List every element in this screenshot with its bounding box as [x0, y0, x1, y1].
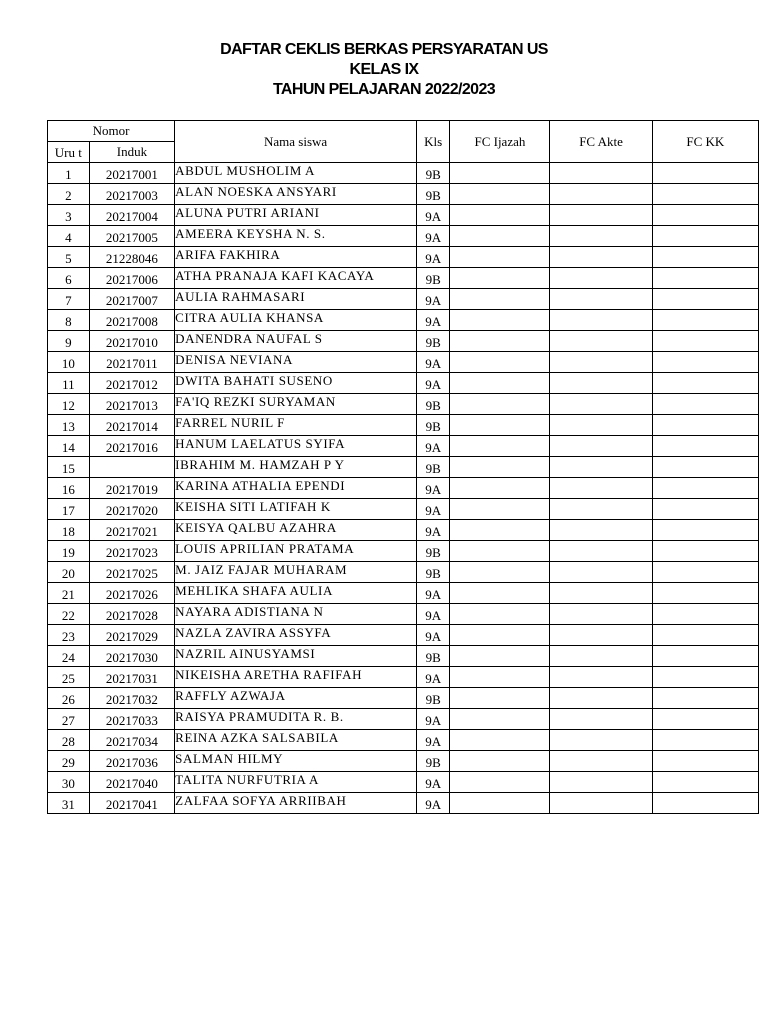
checkbox-fc-ijazah[interactable]	[450, 646, 550, 667]
cell-no-urut: 11	[48, 373, 90, 394]
cell-nama-siswa: REINA AZKA SALSABILA	[175, 730, 417, 751]
checkbox-fc-ijazah[interactable]	[450, 772, 550, 793]
checkbox-fc-ijazah[interactable]	[450, 184, 550, 205]
checkbox-fc-kk[interactable]	[652, 289, 758, 310]
checkbox-fc-ijazah[interactable]	[450, 352, 550, 373]
cell-no-urut: 14	[48, 436, 90, 457]
cell-nama-siswa: DWITA BAHATI SUSENO	[175, 373, 417, 394]
cell-no-urut: 16	[48, 478, 90, 499]
cell-induk: 20217023	[89, 541, 174, 562]
cell-nama-siswa: FA'IQ REZKI SURYAMAN	[175, 394, 417, 415]
cell-induk: 20217006	[89, 268, 174, 289]
cell-induk: 20217032	[89, 688, 174, 709]
table-row	[48, 457, 759, 478]
table-row	[48, 730, 759, 751]
cell-nama-siswa: ATHA PRANAJA KAFI KACAYA	[175, 268, 417, 289]
checklist-table	[47, 120, 759, 814]
cell-no-urut: 25	[48, 667, 90, 688]
checkbox-fc-akte[interactable]	[550, 688, 652, 709]
cell-no-urut: 30	[48, 772, 90, 793]
checkbox-fc-akte[interactable]	[550, 730, 652, 751]
table-row	[48, 163, 759, 184]
table-row	[48, 625, 759, 646]
header-fc-ijazah: FC Ijazah	[450, 121, 550, 163]
checkbox-fc-kk[interactable]	[652, 457, 758, 478]
cell-nama-siswa: ALAN NOESKA ANSYARI	[175, 184, 417, 205]
checkbox-fc-kk[interactable]	[652, 394, 758, 415]
cell-kls: 9A	[417, 583, 450, 604]
checkbox-fc-kk[interactable]	[652, 184, 758, 205]
cell-nama-siswa: ABDUL MUSHOLIM A	[175, 163, 417, 184]
cell-nama-siswa: ARIFA FAKHIRA	[175, 247, 417, 268]
checkbox-fc-ijazah[interactable]	[450, 541, 550, 562]
cell-nama-siswa: SALMAN HILMY	[175, 751, 417, 772]
checkbox-fc-ijazah[interactable]	[450, 520, 550, 541]
checkbox-fc-akte[interactable]	[550, 163, 652, 184]
checkbox-fc-ijazah[interactable]	[450, 562, 550, 583]
cell-nama-siswa: IBRAHIM M. HAMZAH P Y	[175, 457, 417, 478]
checkbox-fc-kk[interactable]	[652, 541, 758, 562]
cell-induk: 20217001	[89, 163, 174, 184]
checkbox-fc-ijazah[interactable]	[450, 457, 550, 478]
checkbox-fc-akte[interactable]	[550, 310, 652, 331]
cell-no-urut: 12	[48, 394, 90, 415]
header-kls: Kls	[417, 121, 450, 163]
checkbox-fc-akte[interactable]	[550, 457, 652, 478]
table-row	[48, 331, 759, 352]
cell-kls: 9B	[417, 562, 450, 583]
table-row	[48, 205, 759, 226]
cell-kls: 9A	[417, 667, 450, 688]
cell-no-urut: 17	[48, 499, 90, 520]
checkbox-fc-akte[interactable]	[550, 436, 652, 457]
cell-no-urut: 2	[48, 184, 90, 205]
cell-induk: 20217036	[89, 751, 174, 772]
cell-induk	[89, 457, 174, 478]
cell-nama-siswa: NAZLA ZAVIRA ASSYFA	[175, 625, 417, 646]
cell-nama-siswa: MEHLIKA SHAFA AULIA	[175, 583, 417, 604]
cell-nama-siswa: TALITA NURFUTRIA A	[175, 772, 417, 793]
cell-no-urut: 4	[48, 226, 90, 247]
cell-induk: 20217016	[89, 436, 174, 457]
checkbox-fc-kk[interactable]	[652, 205, 758, 226]
cell-no-urut: 1	[48, 163, 90, 184]
header-nomor: Nomor	[48, 121, 175, 142]
checkbox-fc-kk[interactable]	[652, 268, 758, 289]
cell-kls: 9B	[417, 457, 450, 478]
table-row	[48, 310, 759, 331]
checkbox-fc-ijazah[interactable]	[450, 247, 550, 268]
checkbox-fc-kk[interactable]	[652, 772, 758, 793]
cell-no-urut: 9	[48, 331, 90, 352]
cell-induk: 20217031	[89, 667, 174, 688]
header-fc-akte: FC Akte	[550, 121, 652, 163]
checkbox-fc-akte[interactable]	[550, 646, 652, 667]
checkbox-fc-ijazah[interactable]	[450, 205, 550, 226]
checkbox-fc-kk[interactable]	[652, 667, 758, 688]
checkbox-fc-akte[interactable]	[550, 604, 652, 625]
checkbox-fc-ijazah[interactable]	[450, 163, 550, 184]
checkbox-fc-akte[interactable]	[550, 331, 652, 352]
checkbox-fc-akte[interactable]	[550, 625, 652, 646]
cell-no-urut: 27	[48, 709, 90, 730]
cell-induk: 20217030	[89, 646, 174, 667]
checkbox-fc-ijazah[interactable]	[450, 793, 550, 814]
table-row	[48, 646, 759, 667]
cell-nama-siswa: CITRA AULIA KHANSA	[175, 310, 417, 331]
checkbox-fc-akte[interactable]	[550, 541, 652, 562]
cell-nama-siswa: NAZRIL AINUSYAMSI	[175, 646, 417, 667]
cell-kls: 9B	[417, 646, 450, 667]
table-row	[48, 289, 759, 310]
checkbox-fc-kk[interactable]	[652, 163, 758, 184]
checkbox-fc-ijazah[interactable]	[450, 415, 550, 436]
cell-no-urut: 21	[48, 583, 90, 604]
title-line-1: DAFTAR CEKLIS BERKAS PERSYARATAN US	[220, 41, 548, 58]
cell-induk: 20217021	[89, 520, 174, 541]
checkbox-fc-ijazah[interactable]	[450, 667, 550, 688]
cell-no-urut: 29	[48, 751, 90, 772]
checkbox-fc-ijazah[interactable]	[450, 436, 550, 457]
checkbox-fc-kk[interactable]	[652, 604, 758, 625]
checkbox-fc-akte[interactable]	[550, 184, 652, 205]
table-row	[48, 247, 759, 268]
checkbox-fc-kk[interactable]	[652, 751, 758, 772]
checkbox-fc-kk[interactable]	[652, 226, 758, 247]
checkbox-fc-akte[interactable]	[550, 352, 652, 373]
student-rows	[48, 163, 759, 814]
checkbox-fc-akte[interactable]	[550, 373, 652, 394]
checkbox-fc-ijazah[interactable]	[450, 478, 550, 499]
cell-no-urut: 10	[48, 352, 90, 373]
cell-no-urut: 23	[48, 625, 90, 646]
cell-kls: 9A	[417, 709, 450, 730]
cell-induk: 20217029	[89, 625, 174, 646]
table-row	[48, 772, 759, 793]
cell-kls: 9B	[417, 268, 450, 289]
cell-no-urut: 22	[48, 604, 90, 625]
cell-nama-siswa: ALUNA PUTRI ARIANI	[175, 205, 417, 226]
cell-kls: 9A	[417, 247, 450, 268]
cell-no-urut: 18	[48, 520, 90, 541]
cell-induk: 20217040	[89, 772, 174, 793]
cell-kls: 9A	[417, 793, 450, 814]
checkbox-fc-ijazah[interactable]	[450, 331, 550, 352]
checkbox-fc-akte[interactable]	[550, 562, 652, 583]
cell-induk: 20217004	[89, 205, 174, 226]
checkbox-fc-kk[interactable]	[652, 415, 758, 436]
header-fc-kk: FC KK	[652, 121, 758, 163]
cell-no-urut: 28	[48, 730, 90, 751]
checkbox-fc-ijazah[interactable]	[450, 709, 550, 730]
checkbox-fc-kk[interactable]	[652, 352, 758, 373]
header-nama-siswa: Nama siswa	[175, 121, 417, 163]
cell-kls: 9B	[417, 394, 450, 415]
checkbox-fc-akte[interactable]	[550, 205, 652, 226]
checkbox-fc-akte[interactable]	[550, 394, 652, 415]
checkbox-fc-akte[interactable]	[550, 793, 652, 814]
cell-induk: 20217012	[89, 373, 174, 394]
checkbox-fc-kk[interactable]	[652, 583, 758, 604]
cell-induk: 20217007	[89, 289, 174, 310]
cell-kls: 9A	[417, 499, 450, 520]
cell-kls: 9A	[417, 289, 450, 310]
table-row	[48, 373, 759, 394]
cell-nama-siswa: M. JAIZ FAJAR MUHARAM	[175, 562, 417, 583]
cell-no-urut: 5	[48, 247, 90, 268]
checkbox-fc-ijazah[interactable]	[450, 604, 550, 625]
cell-kls: 9A	[417, 772, 450, 793]
checkbox-fc-kk[interactable]	[652, 247, 758, 268]
cell-induk: 20217011	[89, 352, 174, 373]
table-row	[48, 793, 759, 814]
cell-nama-siswa: KEISYA QALBU AZAHRA	[175, 520, 417, 541]
cell-kls: 9A	[417, 310, 450, 331]
checkbox-fc-ijazah[interactable]	[450, 499, 550, 520]
table-row	[48, 604, 759, 625]
table-row	[48, 688, 759, 709]
title-line-3: TAHUN PELAJARAN 2022/2023	[272, 81, 496, 98]
checkbox-fc-ijazah[interactable]	[450, 730, 550, 751]
table-row	[48, 583, 759, 604]
cell-induk: 20217028	[89, 604, 174, 625]
cell-kls: 9A	[417, 226, 450, 247]
cell-no-urut: 3	[48, 205, 90, 226]
cell-kls: 9A	[417, 436, 450, 457]
cell-kls: 9B	[417, 415, 450, 436]
checkbox-fc-kk[interactable]	[652, 373, 758, 394]
cell-kls: 9A	[417, 352, 450, 373]
checkbox-fc-kk[interactable]	[652, 709, 758, 730]
cell-nama-siswa: HANUM LAELATUS SYIFA	[175, 436, 417, 457]
cell-kls: 9A	[417, 520, 450, 541]
cell-no-urut: 19	[48, 541, 90, 562]
cell-nama-siswa: KEISHA SITI LATIFAH K	[175, 499, 417, 520]
checkbox-fc-kk[interactable]	[652, 310, 758, 331]
cell-nama-siswa: DENISA NEVIANA	[175, 352, 417, 373]
table-row	[48, 520, 759, 541]
cell-kls: 9B	[417, 331, 450, 352]
checkbox-fc-akte[interactable]	[550, 583, 652, 604]
cell-induk: 20217005	[89, 226, 174, 247]
cell-kls: 9A	[417, 373, 450, 394]
cell-nama-siswa: NAYARA ADISTIANA N	[175, 604, 417, 625]
cell-induk: 20217003	[89, 184, 174, 205]
header-induk: Induk	[89, 142, 174, 163]
table-row	[48, 415, 759, 436]
table-row	[48, 667, 759, 688]
cell-no-urut: 6	[48, 268, 90, 289]
cell-no-urut: 31	[48, 793, 90, 814]
cell-kls: 9A	[417, 625, 450, 646]
cell-kls: 9A	[417, 478, 450, 499]
cell-kls: 9B	[417, 541, 450, 562]
cell-induk: 20217019	[89, 478, 174, 499]
cell-no-urut: 13	[48, 415, 90, 436]
cell-kls: 9B	[417, 184, 450, 205]
checkbox-fc-ijazah[interactable]	[450, 688, 550, 709]
checkbox-fc-ijazah[interactable]	[450, 289, 550, 310]
table-row	[48, 394, 759, 415]
cell-induk: 20217010	[89, 331, 174, 352]
cell-nama-siswa: RAFFLY AZWAJA	[175, 688, 417, 709]
checkbox-fc-ijazah[interactable]	[450, 268, 550, 289]
checkbox-fc-akte[interactable]	[550, 415, 652, 436]
table-row	[48, 268, 759, 289]
checkbox-fc-kk[interactable]	[652, 730, 758, 751]
checkbox-fc-akte[interactable]	[550, 289, 652, 310]
cell-nama-siswa: RAISYA PRAMUDITA R. B.	[175, 709, 417, 730]
table-row	[48, 751, 759, 772]
cell-nama-siswa: AULIA RAHMASARI	[175, 289, 417, 310]
checkbox-fc-kk[interactable]	[652, 688, 758, 709]
checkbox-fc-kk[interactable]	[652, 562, 758, 583]
cell-induk: 20217014	[89, 415, 174, 436]
cell-nama-siswa: AMEERA KEYSHA N. S.	[175, 226, 417, 247]
checkbox-fc-akte[interactable]	[550, 499, 652, 520]
cell-induk: 20217020	[89, 499, 174, 520]
checkbox-fc-kk[interactable]	[652, 478, 758, 499]
checkbox-fc-akte[interactable]	[550, 226, 652, 247]
cell-nama-siswa: NIKEISHA ARETHA RAFIFAH	[175, 667, 417, 688]
cell-induk: 20217008	[89, 310, 174, 331]
cell-induk: 21228046	[89, 247, 174, 268]
cell-no-urut: 7	[48, 289, 90, 310]
cell-induk: 20217026	[89, 583, 174, 604]
checkbox-fc-ijazah[interactable]	[450, 394, 550, 415]
cell-kls: 9A	[417, 730, 450, 751]
cell-induk: 20217041	[89, 793, 174, 814]
table-row	[48, 541, 759, 562]
header-urut: Uru t	[48, 142, 90, 163]
cell-kls: 9B	[417, 688, 450, 709]
checkbox-fc-kk[interactable]	[652, 331, 758, 352]
checkbox-fc-ijazah[interactable]	[450, 751, 550, 772]
checkbox-fc-ijazah[interactable]	[450, 583, 550, 604]
checkbox-fc-akte[interactable]	[550, 709, 652, 730]
cell-nama-siswa: DANENDRA NAUFAL S	[175, 331, 417, 352]
table-row	[48, 709, 759, 730]
cell-nama-siswa: FARREL NURIL F	[175, 415, 417, 436]
table-row	[48, 499, 759, 520]
table-row	[48, 436, 759, 457]
checkbox-fc-kk[interactable]	[652, 520, 758, 541]
table-row	[48, 352, 759, 373]
checkbox-fc-kk[interactable]	[652, 436, 758, 457]
checkbox-fc-akte[interactable]	[550, 247, 652, 268]
checkbox-fc-kk[interactable]	[652, 625, 758, 646]
table-row	[48, 184, 759, 205]
cell-kls: 9A	[417, 604, 450, 625]
title-line-2: KELAS IX	[349, 61, 419, 78]
checkbox-fc-akte[interactable]	[550, 520, 652, 541]
cell-no-urut: 24	[48, 646, 90, 667]
checkbox-fc-ijazah[interactable]	[450, 625, 550, 646]
cell-kls: 9A	[417, 205, 450, 226]
cell-kls: 9B	[417, 751, 450, 772]
cell-nama-siswa: KARINA ATHALIA EPENDI	[175, 478, 417, 499]
cell-kls: 9B	[417, 163, 450, 184]
checkbox-fc-akte[interactable]	[550, 268, 652, 289]
checkbox-fc-akte[interactable]	[550, 667, 652, 688]
cell-induk: 20217034	[89, 730, 174, 751]
cell-nama-siswa: LOUIS APRILIAN PRATAMA	[175, 541, 417, 562]
cell-induk: 20217025	[89, 562, 174, 583]
checkbox-fc-ijazah[interactable]	[450, 373, 550, 394]
checkbox-fc-ijazah[interactable]	[450, 310, 550, 331]
table-row	[48, 562, 759, 583]
checkbox-fc-akte[interactable]	[550, 751, 652, 772]
checkbox-fc-akte[interactable]	[550, 478, 652, 499]
table-row	[48, 226, 759, 247]
cell-no-urut: 8	[48, 310, 90, 331]
cell-induk: 20217033	[89, 709, 174, 730]
checkbox-fc-kk[interactable]	[652, 646, 758, 667]
checkbox-fc-akte[interactable]	[550, 772, 652, 793]
cell-induk: 20217013	[89, 394, 174, 415]
checkbox-fc-kk[interactable]	[652, 793, 758, 814]
checkbox-fc-kk[interactable]	[652, 499, 758, 520]
cell-no-urut: 15	[48, 457, 90, 478]
cell-no-urut: 20	[48, 562, 90, 583]
cell-nama-siswa: ZALFAA SOFYA ARRIIBAH	[175, 793, 417, 814]
checkbox-fc-ijazah[interactable]	[450, 226, 550, 247]
table-row	[48, 478, 759, 499]
cell-no-urut: 26	[48, 688, 90, 709]
